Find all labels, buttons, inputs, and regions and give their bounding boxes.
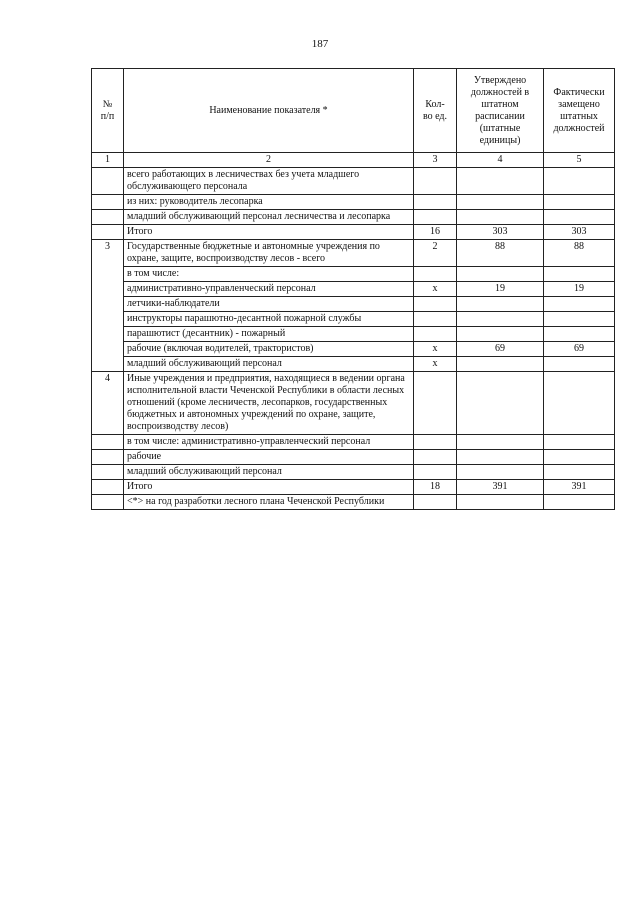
units-cell: х	[414, 282, 457, 297]
row-number-cell	[92, 435, 124, 450]
actual-cell	[544, 267, 615, 282]
row-number-cell	[92, 210, 124, 225]
actual-cell	[544, 357, 615, 372]
indicator-name: Итого	[124, 480, 414, 495]
header-num: № п/п	[92, 69, 124, 153]
units-cell	[414, 195, 457, 210]
column-number: 2	[124, 153, 414, 168]
approved-cell	[457, 327, 544, 342]
units-cell	[414, 495, 457, 510]
actual-cell	[544, 168, 615, 195]
units-cell	[414, 210, 457, 225]
actual-cell: 19	[544, 282, 615, 297]
table-row	[92, 297, 615, 312]
actual-cell	[544, 327, 615, 342]
approved-cell	[457, 210, 544, 225]
indicator-name: административно-управленческий персонал	[124, 282, 414, 297]
row-number-cell	[92, 480, 124, 495]
row-number-cell	[92, 465, 124, 480]
units-cell	[414, 372, 457, 435]
table-row	[92, 357, 615, 372]
approved-cell: 303	[457, 225, 544, 240]
section-number: 3	[92, 240, 124, 372]
table-row	[92, 225, 615, 240]
indicator-name: инструкторы парашютно-десантной пожарной службы	[124, 312, 414, 327]
actual-cell	[544, 450, 615, 465]
actual-cell	[544, 210, 615, 225]
units-cell: х	[414, 342, 457, 357]
header-name: Наименование показателя *	[124, 69, 414, 153]
approved-cell	[457, 312, 544, 327]
actual-cell	[544, 465, 615, 480]
actual-cell: 391	[544, 480, 615, 495]
header-row	[92, 69, 615, 153]
indicator-name: рабочие	[124, 450, 414, 465]
indicator-name: рабочие (включая водителей, трактористов)	[124, 342, 414, 357]
column-number: 1	[92, 153, 124, 168]
approved-cell	[457, 297, 544, 312]
units-cell	[414, 168, 457, 195]
table-row	[92, 240, 615, 267]
indicator-name: Государственные бюджетные и автономные учреждения по охране, защите, воспроизводству лесов - всего	[124, 240, 414, 267]
approved-cell	[457, 435, 544, 450]
actual-cell	[544, 312, 615, 327]
table-row	[92, 465, 615, 480]
indicator-name: парашютист (десантник) - пожарный	[124, 327, 414, 342]
footnote: <*> на год разработки лесного плана Чеченской Республики	[124, 495, 414, 510]
table-row	[92, 342, 615, 357]
units-cell	[414, 435, 457, 450]
approved-cell: 69	[457, 342, 544, 357]
units-cell	[414, 267, 457, 282]
table-row	[92, 372, 615, 435]
indicator-name: из них: руководитель лесопарка	[124, 195, 414, 210]
column-number: 3	[414, 153, 457, 168]
units-cell: 2	[414, 240, 457, 267]
table-row	[92, 267, 615, 282]
actual-cell	[544, 195, 615, 210]
table-row	[92, 480, 615, 495]
approved-cell: 391	[457, 480, 544, 495]
header-actual: Фактически замещено штатных должностей	[544, 69, 615, 153]
approved-cell	[457, 450, 544, 465]
row-number-cell	[92, 495, 124, 510]
actual-cell	[544, 372, 615, 435]
units-cell: 18	[414, 480, 457, 495]
units-cell	[414, 450, 457, 465]
indicator-name: всего работающих в лесничествах без учета младшего обслуживающего персонала	[124, 168, 414, 195]
table-row	[92, 450, 615, 465]
units-cell	[414, 297, 457, 312]
indicator-name: Иные учреждения и предприятия, находящиеся в ведении органа исполнительной власти Чеченской Республики в области лесных отношений (кроме лесничеств, лесопарков, государственных бюджетных и автономных учреждений по охране, защите, воспроизводству лесов)	[124, 372, 414, 435]
table-row	[92, 435, 615, 450]
indicator-name: летчики-наблюдатели	[124, 297, 414, 312]
actual-cell: 303	[544, 225, 615, 240]
approved-cell	[457, 372, 544, 435]
section-number: 4	[92, 372, 124, 435]
units-cell	[414, 327, 457, 342]
actual-cell	[544, 435, 615, 450]
table-row	[92, 210, 615, 225]
header-units: Кол- во ед.	[414, 69, 457, 153]
table-row	[92, 282, 615, 297]
header-approved: Утверждено должностей в штатном расписании (штатные единицы)	[457, 69, 544, 153]
indicator-name: младший обслуживающий персонал	[124, 357, 414, 372]
units-cell: х	[414, 357, 457, 372]
actual-cell	[544, 495, 615, 510]
actual-cell: 69	[544, 342, 615, 357]
column-number: 4	[457, 153, 544, 168]
units-cell	[414, 312, 457, 327]
indicator-name: младший обслуживающий персонал	[124, 465, 414, 480]
column-number: 5	[544, 153, 615, 168]
row-number-cell	[92, 225, 124, 240]
row-number-cell	[92, 450, 124, 465]
staffing-table	[91, 68, 615, 510]
approved-cell	[457, 267, 544, 282]
row-number-cell	[92, 168, 124, 195]
indicator-name: младший обслуживающий персонал лесничества и лесопарка	[124, 210, 414, 225]
column-number-row	[92, 153, 615, 168]
units-cell	[414, 465, 457, 480]
table-row	[92, 312, 615, 327]
approved-cell: 19	[457, 282, 544, 297]
row-number-cell	[92, 195, 124, 210]
units-cell: 16	[414, 225, 457, 240]
indicator-name: Итого	[124, 225, 414, 240]
indicator-name: в том числе:	[124, 267, 414, 282]
actual-cell	[544, 297, 615, 312]
table-row	[92, 327, 615, 342]
page-number: 187	[311, 38, 329, 50]
approved-cell	[457, 168, 544, 195]
table-row	[92, 495, 615, 510]
table-row	[92, 168, 615, 195]
approved-cell	[457, 465, 544, 480]
approved-cell	[457, 195, 544, 210]
approved-cell: 88	[457, 240, 544, 267]
indicator-name: в том числе: административно-управленческий персонал	[124, 435, 414, 450]
table-row	[92, 195, 615, 210]
approved-cell	[457, 495, 544, 510]
approved-cell	[457, 357, 544, 372]
actual-cell: 88	[544, 240, 615, 267]
